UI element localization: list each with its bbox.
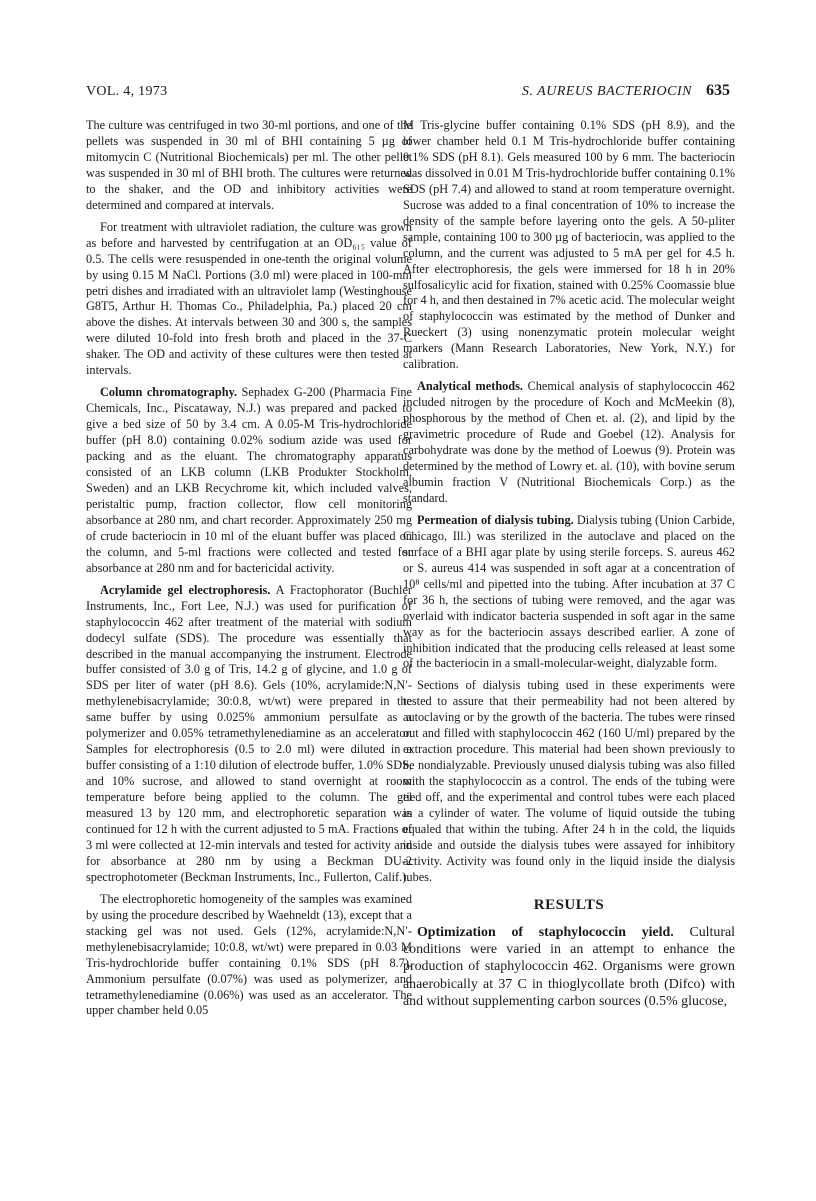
paragraph — [403, 513, 735, 673]
right-column — [403, 118, 735, 1016]
section-heading: Optimization of staphylococcin yield. — [417, 924, 674, 940]
running-head — [522, 82, 730, 100]
paragraph — [403, 379, 735, 507]
journal-title: S. AUREUS BACTERIOCIN — [521, 84, 692, 99]
paragraph: The culture was centrifuged in two 30-ml portions, and one of the pellets was suspended in 30 ml of BHI containing 5 µg of mitomycin C (Nutritional Biochemicals) per ml. The other pellet was suspended in 30 ml of BHI broth. The cultures were returned to the shaker, and the OD and inhibitory activities were determined and compared at intervals. — [86, 118, 412, 212]
paragraph: Sections of dialysis tubing used in these experiments were tested to assure that their permeability had not been altered by autoclaving or by the growth of the bacteria. The tubes were rinsed out and filled with staphylococcin 462 (160 U/ml) prepared by the extraction procedure. This material had been shown previously to be nondialyzable. Previously unused dialysis tubing was also filled with the staphylococcin as a control. The ends of the tubing were tied off, and the experimental and control tubes were each placed in a cylinder of water. The volume of liquid outside the tubing equaled that within the tubing. After 24 h in the cold, the liquids inside and outside the dialysis tubes were assayed for inhibitory activity. Activity was found only in the liquid inside the dialysis tubes. — [403, 678, 735, 884]
paragraph-text: A Fractophorator (Buchler Instruments, Inc., Fort Lee, N.J.) was used for purification of staphylococcin 462 after treatment of the material with sodium dodecyl sulfate (SDS). The procedure was essentially that described in the manual accompanying the instrument. Electrode buffer consisted of 3.0 g of Tris, 14.2 g of glycine, and 1.0 g of SDS per liter of water (pH 8.6). Gels (10%, acrylamide:N,N′-methylenebisacrylamide; 30:0.8, wt/wt) were prepared in the same buffer by using 0.025% ammonium persulfate as a polymerizer and 0.05% tetramethylenediamine as an accelerator. Samples for electrophoresis (0.5 to 2.0 ml) were diluted in a buffer consisting of a 1:10 dilution of electrode buffer, 1.0% SDS, and 10% sucrose, and allowed to stand overnight at room temperature before being applied to the column. The gel measured 13 by 120 mm, and electrophoretic separation was continued for 12 h with the current adjusted to 5 mA. Fractions of 3 ml were collected at 12-min intervals and tested for activity and for absorbance at 280 nm by using a Beckman DU-2 spectrophotometer (Beckman Instruments, Inc., Fullerton, Calif.). — [86, 582, 412, 884]
paragraph-text: Dialysis tubing (Union Carbide, Chicago, Ill.) was sterilized in the autoclave and placed on the surface of a BHI agar plate by using sterile forceps. S. aureus 462 or S. aureus 414 was suspended in soft agar at a concentration of 10⁸ cells/ml and pipetted into the tubing. After incubation at 37 C for 36 h, the sections of tubing were removed, and the agar was overlaid with indicator bacteria suspended in soft agar in the same way as for the bacteriocin assays described earlier. A zone of inhibition indicated that the producing cells released at least some of the bacteriocin in a small-molecular-weight, dialyzable form. — [403, 512, 736, 671]
paragraph-text: Cultural conditions were varied in an attempt to enhance the production of staphylococcin 462. Organisms were grown anaerobically at 37 C in thioglycollate broth (Difco) with and without supplementing carbon sources (0.5% glucose, — [403, 924, 735, 1009]
page-header — [86, 84, 730, 104]
paragraph: The electrophoretic homogeneity of the samples was examined by using the procedure described by Waehneldt (13), except that a stacking gel was not used. Gels (12%, acrylamide:N,N′-methylenebisacrylamide; 10:0.8, wt/wt) were prepared in 0.03 M Tris-hydrochloride buffer containing 0.1% SDS (pH 8.7). Ammonium persulfate (0.07%) was used as polymerizer, and tetramethylenediamine (0.06%) was used as an accelerator. The upper chamber held 0.05 — [86, 891, 412, 1018]
volume-label: VOL. 4, 1973 — [86, 84, 168, 99]
paragraph: M Tris-glycine buffer containing 0.1% SDS (pH 8.9), and the lower chamber held 0.1 M Tris-hydrochloride buffer containing 0.1% SDS (pH 8.1). Gels measured 100 by 6 mm. The bacteriocin was dissolved in 0.01 M Tris-hydrochloride buffer containing 0.1% SDS (pH 7.4) and allowed to stand at room temperature overnight. Sucrose was added to a final concentration of 10% to increase the density of the sample before layering onto the gels. A 50-µliter sample, containing 100 to 300 µg of bacteriocin, was applied to the column, and the current was adjusted to 5 mA per gel for 4.5 h. After electrophoresis, the gels were immersed for 18 h in 20% sulfosalicylic acid for fixation, stained with 0.25% Coomassie blue for 4 h, and then destained in 7% acetic acid. The molecular weight of staphylococcin was estimated by the method of Dunker and Rueckert (3) using nonenzymatic protein molecular weight markers (Mann Research Laboratories, New York, N.Y.) for calibration. — [403, 118, 735, 372]
section-heading: Acrylamide gel electrophoresis. — [100, 582, 271, 597]
section-heading: Analytical methods. — [417, 379, 524, 394]
paragraph — [86, 583, 412, 886]
paragraph: For treatment with ultraviolet radiation, the culture was grown as before and harvested by centrifugation at an OD₆₁₅ value of 0.5. The cells were resuspended in one-tenth the original volume by using 0.15 M NaCl. Portions (3.0 ml) were placed in 100-mm petri dishes and irradiated with an ultraviolet lamp (Westinghouse G8T5, Arthur H. Thomas Co., Philadelphia, Pa.) placed 20 cm above the dishes. At intervals between 30 and 300 s, the samples were diluted 10-fold into fresh broth and placed in the 37-C shaker. The OD and activity of these cultures were then tested at intervals. — [86, 219, 412, 378]
page-number: 635 — [706, 82, 730, 99]
section-heading: Permeation of dialysis tubing. — [417, 512, 574, 527]
paragraph-text: Sephadex G-200 (Pharmacia Fine Chemicals, Inc., Piscataway, N.J.) was prepared and packed to give a bed size of 50 by 3.4 cm. A 0.05-M Tris-hydrochloride buffer (pH 8.0) containing 0.02% sodium azide was used for packing and as the eluant. The chromatography apparatus consisted of an LKB column (LKB Produkter Stockholm, Sweden) and an LKB Recychrome kit, which included valves, peristaltic pump, fraction collector, flow cell monitoring absorbance at 280 nm, and chart recorder. Approximately 250 mg of crude bacteriocin in 10 ml of the eluant buffer was placed on the column, and 5-ml fractions were collected and tested for absorbance at 280 nm and for bactericidal activity. — [86, 385, 412, 575]
left-column — [86, 118, 412, 1025]
paragraph — [403, 924, 735, 1010]
results-heading: RESULTS — [533, 896, 605, 913]
paragraph-text: Chemical analysis of staphylococcin 462 included nitrogen by the procedure of Koch and McMeekin (8), phosphorous by the method of Chen et. al. (2), and lipid by the gravimetric procedure of Rude and Goebel (12). Analysis for carbohydrate was done by the method of Loewus (9). Protein was determined by the method of Lowry et. al. (10), with bovine serum albumin fraction V (Nutritional Biochemicals Corp.) as the standard. — [403, 379, 735, 505]
paragraph — [86, 385, 412, 576]
section-heading: Column chromatography. — [100, 385, 238, 400]
